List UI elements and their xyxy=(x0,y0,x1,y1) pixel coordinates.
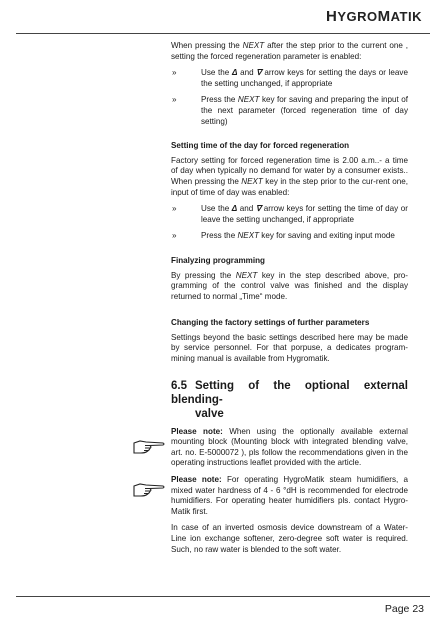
bullet-item: » Press the NEXT key for saving and exiting input mode xyxy=(172,231,395,241)
section-paragraph: Factory setting for forced regeneration time is 2.00 a.m..- a time of day when typically no demand for water by a consumer exists.. When pressing the NEXT key in the step prior to the cur-rent one, input of time of day was enabled: xyxy=(171,155,409,197)
bullet-item: » Press the NEXT key for saving and preparing the input of the next parameter (forced regeneration time of day setting) xyxy=(172,95,408,126)
section-heading-6-5: 6.5 Setting of the optional external blending- valve xyxy=(171,379,408,420)
page-number: Page 23 xyxy=(384,603,424,615)
note-paragraph: Please note: For operating HygroMatik steam humidifiers, a mixed water hardness of 4 - 6 °dH is recommended for electrode humidifiers. For operating heater humidifiers pls. contact Hygro-Matik first. xyxy=(171,475,409,516)
page-content xyxy=(171,41,408,555)
pointing-hand-icon xyxy=(132,480,166,500)
bullet-item: » Use the Δ and ∇ arrow keys for setting the time of day or leave the setting unchanged, if appropriate xyxy=(172,204,408,224)
section-paragraph: By pressing the NEXT key in the step described above, pro-gramming of the control valve was finished and the display returned to normal „Time“ mode. xyxy=(171,270,408,301)
section-title: Setting time of the day for forced regeneration xyxy=(171,141,350,151)
header-rule xyxy=(16,33,430,34)
section-title: Changing the factory settings of further parameters xyxy=(171,318,370,328)
section-paragraph: Settings beyond the basic settings described here may be made by service personnel. For that porpuse, a dedicates program-mining manual is available from Hygromatik. xyxy=(171,332,408,364)
closing-paragraph: In case of an inverted osmosis device downstream of a Water-Line ion exchange softener, zero-degree soft water is required. Such, no raw water is blended to the soft water. xyxy=(171,523,408,554)
section-title: Finalyzing programming xyxy=(171,255,265,265)
hygromatik-logo: HYGROMATIK xyxy=(325,8,422,25)
note-paragraph: Please note: When using the optionally available external mounting block (Mounting block with integrated blending valve, art. no. E-5000072 ), pls follow the recommendations given in the operating instructions leaflet provided with the article. xyxy=(171,426,408,468)
bullet-item: » Use the Δ and ∇ arrow keys for setting the days or leave the setting unchanged, if appropriate xyxy=(172,68,408,88)
pointing-hand-icon xyxy=(132,437,166,457)
intro-paragraph: When pressing the NEXT after the step prior to the current one , setting the forced regeneration parameter is enabled: xyxy=(171,41,408,61)
footer-rule xyxy=(16,596,430,597)
